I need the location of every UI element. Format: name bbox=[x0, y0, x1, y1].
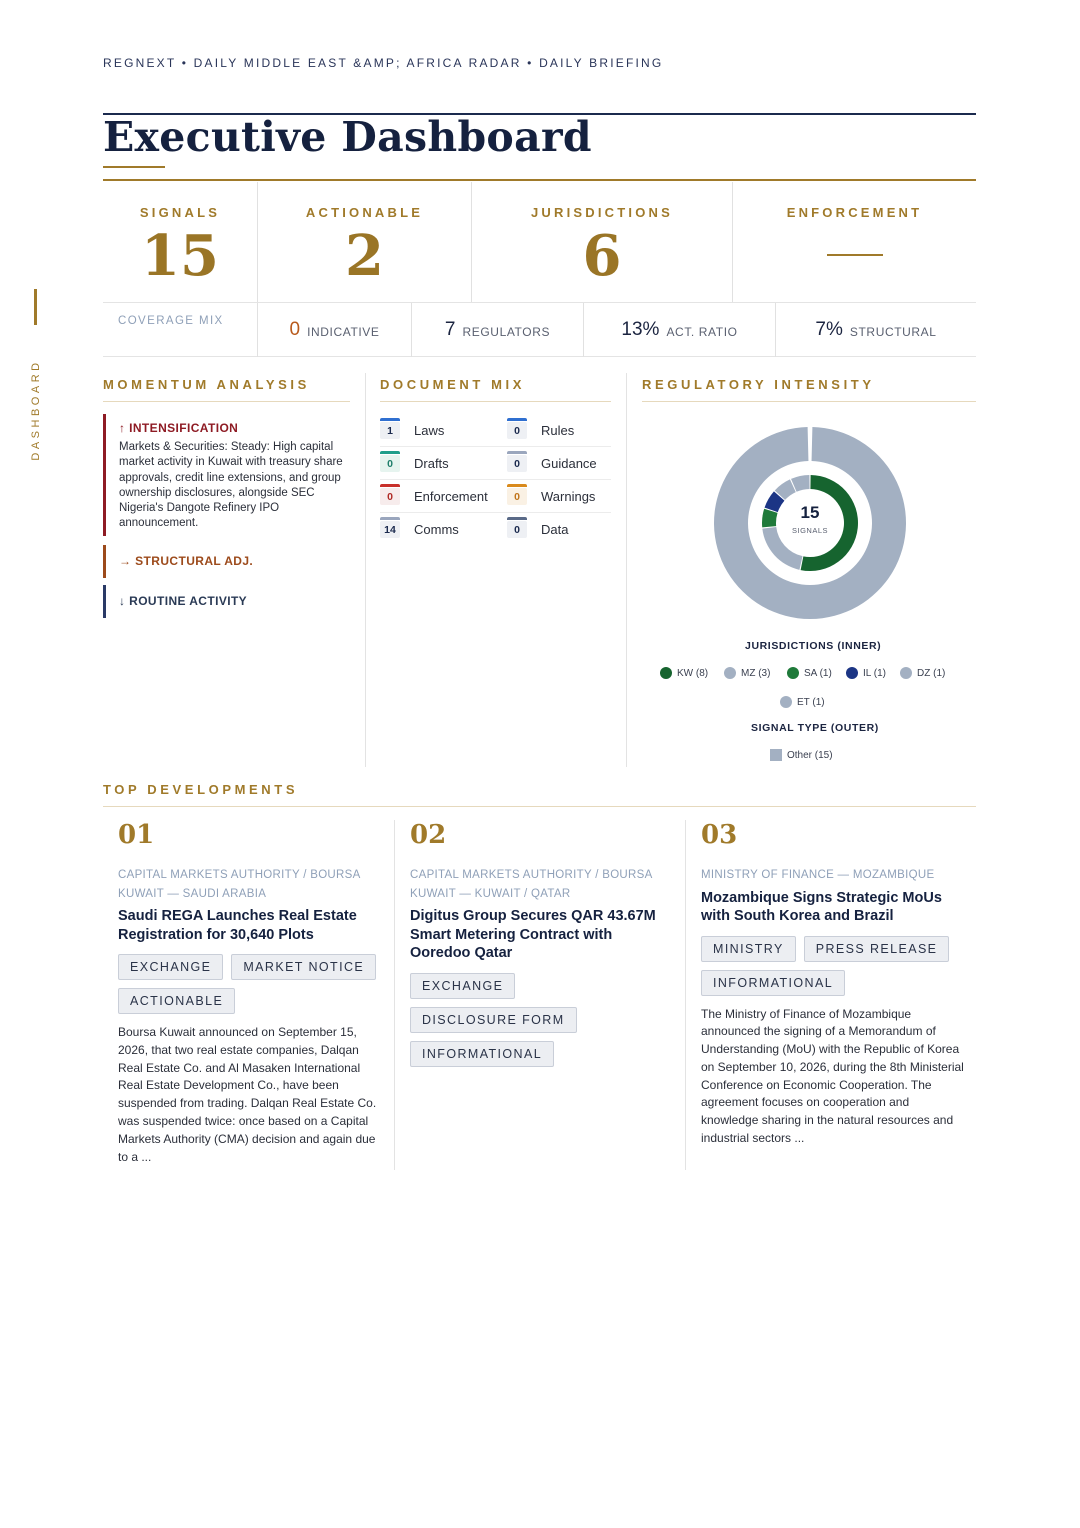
donut-center-value: 15 bbox=[800, 503, 820, 522]
legend-item-et bbox=[780, 696, 825, 708]
development-tags bbox=[118, 954, 380, 1014]
doc-type-label: Drafts bbox=[414, 456, 449, 471]
inner-slice-kw bbox=[801, 475, 858, 571]
coverage-item-label: ACT. RATIO bbox=[666, 325, 738, 339]
kpi-top-rule bbox=[103, 179, 976, 181]
kpi-signals bbox=[103, 182, 257, 302]
legend-swatch bbox=[846, 667, 858, 679]
tag-badge: INFORMATIONAL bbox=[701, 970, 845, 996]
doc-item-enforcement bbox=[380, 480, 488, 513]
kpi-label: SIGNALS bbox=[139, 205, 221, 220]
coverage-regulators bbox=[411, 303, 583, 357]
doc-item-rules bbox=[507, 414, 574, 447]
document-mix-rule bbox=[380, 401, 611, 402]
legend-label: IL (1) bbox=[863, 667, 886, 679]
coverage-value: 0 bbox=[289, 319, 301, 340]
tag-badge: ACTIONABLE bbox=[118, 988, 235, 1014]
column-divider bbox=[365, 373, 366, 767]
coverage-value: 13% bbox=[621, 319, 660, 340]
top-developments-heading: TOP DEVELOPMENTS bbox=[103, 782, 299, 797]
legend-label: KW (8) bbox=[677, 667, 709, 679]
doc-item-drafts bbox=[380, 447, 449, 480]
doc-count-badge: 0 bbox=[507, 422, 527, 439]
legend-item-sa bbox=[787, 667, 832, 679]
side-accent-bar bbox=[34, 289, 37, 325]
development-card-2 bbox=[410, 820, 672, 1067]
development-title: Saudi REGA Launches Real Estate Registration for 30,640 Plots bbox=[118, 908, 357, 943]
doc-count-badge: 0 bbox=[380, 488, 400, 505]
jurisdiction-donut-chart bbox=[713, 426, 907, 620]
doc-count-badge: 0 bbox=[380, 455, 400, 472]
doc-mix-row bbox=[380, 480, 611, 513]
side-section-label: DASHBOARD bbox=[30, 359, 42, 461]
development-title: Digitus Group Secures QAR 43.67M Smart Metering Contract with Ooredoo Qatar bbox=[410, 908, 656, 961]
development-number: 03 bbox=[701, 820, 738, 850]
doc-type-label: Enforcement bbox=[414, 489, 488, 504]
regulatory-intensity-rule bbox=[642, 401, 976, 402]
doc-count-badge: 14 bbox=[380, 521, 400, 538]
momentum-rule bbox=[103, 401, 350, 402]
legend-swatch bbox=[724, 667, 736, 679]
legend-label: SA (1) bbox=[804, 667, 832, 679]
coverage-mix-row bbox=[103, 302, 976, 357]
development-source: CAPITAL MARKETS AUTHORITY / BOURSA KUWAIT — KUWAIT / QATAR bbox=[410, 869, 652, 900]
coverage-value: 7 bbox=[444, 319, 456, 340]
doc-mix-row bbox=[380, 414, 611, 447]
legend-label: Other (15) bbox=[787, 749, 833, 761]
doc-item-guidance bbox=[507, 447, 597, 480]
top-developments-rule bbox=[103, 806, 976, 807]
development-number: 02 bbox=[410, 820, 447, 850]
column-divider bbox=[394, 820, 395, 1170]
development-card-3 bbox=[701, 820, 966, 1148]
development-number: 01 bbox=[118, 820, 155, 850]
doc-type-label: Rules bbox=[541, 423, 575, 438]
kpi-value: 6 bbox=[582, 223, 622, 289]
doc-type-label: Data bbox=[541, 522, 569, 537]
tag-badge: MARKET NOTICE bbox=[231, 954, 376, 980]
tag-badge: EXCHANGE bbox=[410, 973, 515, 999]
development-summary: Boursa Kuwait announced on September 15, 2026, that two real estate companies, Dalqan Real Estate Co. and Al Masaken International Real Estate Development Co., have been suspended from trading. Dalqan Real Estate Co. was suspended twice: once based on a Capital Markets Authority (CMA) decision and again due to a ... bbox=[118, 1025, 377, 1164]
coverage-value: 7% bbox=[815, 319, 843, 340]
development-source: MINISTRY OF FINANCE — MOZAMBIQUE bbox=[701, 869, 935, 881]
document-mix-heading: DOCUMENT MIX bbox=[380, 377, 526, 392]
kpi-value: 2 bbox=[345, 223, 384, 289]
development-card-1 bbox=[118, 820, 380, 1166]
page-title: Executive Dashboard bbox=[103, 113, 592, 161]
tag-badge: MINISTRY bbox=[701, 936, 796, 962]
doc-type-label: Comms bbox=[414, 522, 459, 537]
kpi-empty-dash bbox=[827, 254, 883, 256]
kpi-actionable bbox=[257, 182, 471, 302]
donut-center-label: SIGNALS bbox=[791, 526, 829, 535]
kpi-value: 15 bbox=[141, 223, 219, 289]
doc-mix-row bbox=[380, 513, 611, 546]
momentum-heading: MOMENTUM ANALYSIS bbox=[103, 377, 310, 392]
momentum-structural bbox=[103, 545, 353, 578]
doc-item-laws bbox=[380, 414, 444, 447]
column-divider bbox=[626, 373, 627, 767]
outer-legend-title: SIGNAL TYPE (OUTER) bbox=[751, 722, 879, 734]
legend-item-kw bbox=[660, 667, 708, 679]
legend-swatch bbox=[660, 667, 672, 679]
development-source: CAPITAL MARKETS AUTHORITY / BOURSA KUWAIT — SAUDI ARABIA bbox=[118, 869, 360, 900]
coverage-indicative bbox=[257, 303, 411, 357]
kpi-enforcement bbox=[732, 182, 976, 302]
doc-count-badge: 0 bbox=[507, 455, 527, 472]
legend-swatch bbox=[770, 749, 782, 761]
development-tags bbox=[410, 973, 672, 1067]
intensification-text: Markets & Securities: Steady: High capital market activity in Kuwait with treasury share approvals, credit line extensions, and group ownership disclosures, alongside SEC Nigeria's Dangote Refinery IPO announcement. bbox=[119, 441, 343, 530]
coverage-item-label: REGULATORS bbox=[462, 325, 551, 339]
column-divider bbox=[685, 820, 686, 1170]
report-kicker: REGNEXT • DAILY MIDDLE EAST &AMP; AFRICA RADAR • DAILY BRIEFING bbox=[103, 56, 664, 70]
legend-label: MZ (3) bbox=[741, 667, 771, 679]
doc-item-comms bbox=[380, 513, 459, 546]
momentum-routine bbox=[103, 585, 353, 618]
coverage-structural bbox=[775, 303, 976, 357]
development-summary: The Ministry of Finance of Mozambique announced the signing of a Memorandum of Understanding (MoU) with the Republic of Korea on September 10, 2026, during the 8th Ministerial Conference on Economic Cooperation. The agreement focuses on cooperation and knowledge sharing in the natural resources and industrial sectors ... bbox=[701, 1006, 964, 1146]
doc-type-label: Warnings bbox=[541, 489, 596, 504]
coverage-label: COVERAGE MIX bbox=[118, 315, 224, 327]
outer-slice-other bbox=[714, 427, 906, 619]
legend-label: ET (1) bbox=[797, 696, 825, 708]
tag-badge: EXCHANGE bbox=[118, 954, 223, 980]
legend-item-dz bbox=[900, 667, 945, 679]
structural-title: → STRUCTURAL ADJ. bbox=[119, 554, 254, 568]
inner-slice-sa bbox=[762, 509, 778, 528]
inner-legend-title: JURISDICTIONS (INNER) bbox=[745, 640, 882, 652]
tag-badge: DISCLOSURE FORM bbox=[410, 1007, 577, 1033]
tag-badge: INFORMATIONAL bbox=[410, 1041, 554, 1067]
doc-type-label: Laws bbox=[414, 423, 445, 438]
doc-count-badge: 0 bbox=[507, 521, 527, 538]
kpi-jurisdictions bbox=[471, 182, 732, 302]
legend-swatch bbox=[900, 667, 912, 679]
coverage-act-ratio bbox=[583, 303, 775, 357]
title-underline bbox=[103, 166, 165, 168]
doc-mix-row bbox=[380, 447, 611, 480]
development-tags bbox=[701, 936, 966, 996]
legend-item-other bbox=[770, 749, 833, 761]
regulatory-intensity-heading: REGULATORY INTENSITY bbox=[642, 377, 875, 392]
legend-item-il bbox=[846, 667, 886, 679]
legend-swatch bbox=[787, 667, 799, 679]
development-title: Mozambique Signs Strategic MoUs with South Korea and Brazil bbox=[701, 889, 942, 924]
momentum-intensification bbox=[103, 414, 353, 536]
routine-title: ↓ ROUTINE ACTIVITY bbox=[119, 594, 248, 608]
kpi-label: JURISDICTIONS bbox=[530, 205, 673, 220]
coverage-item-label: INDICATIVE bbox=[307, 325, 380, 339]
doc-count-badge: 0 bbox=[507, 488, 527, 505]
doc-count-badge: 1 bbox=[380, 422, 400, 439]
inner-ring bbox=[762, 475, 858, 571]
intensification-title: ↑ INTENSIFICATION bbox=[119, 421, 239, 435]
doc-item-warnings bbox=[507, 480, 595, 513]
doc-item-data bbox=[507, 513, 568, 546]
legend-swatch bbox=[780, 696, 792, 708]
kpi-label: ACTIONABLE bbox=[305, 205, 424, 220]
legend-item-mz bbox=[724, 667, 770, 679]
tag-badge: PRESS RELEASE bbox=[804, 936, 950, 962]
doc-type-label: Guidance bbox=[541, 456, 597, 471]
outer-ring bbox=[714, 427, 906, 619]
legend-label: DZ (1) bbox=[917, 667, 946, 679]
coverage-label-cell bbox=[103, 303, 257, 357]
kpi-label: ENFORCEMENT bbox=[786, 205, 923, 220]
coverage-item-label: STRUCTURAL bbox=[849, 325, 937, 339]
